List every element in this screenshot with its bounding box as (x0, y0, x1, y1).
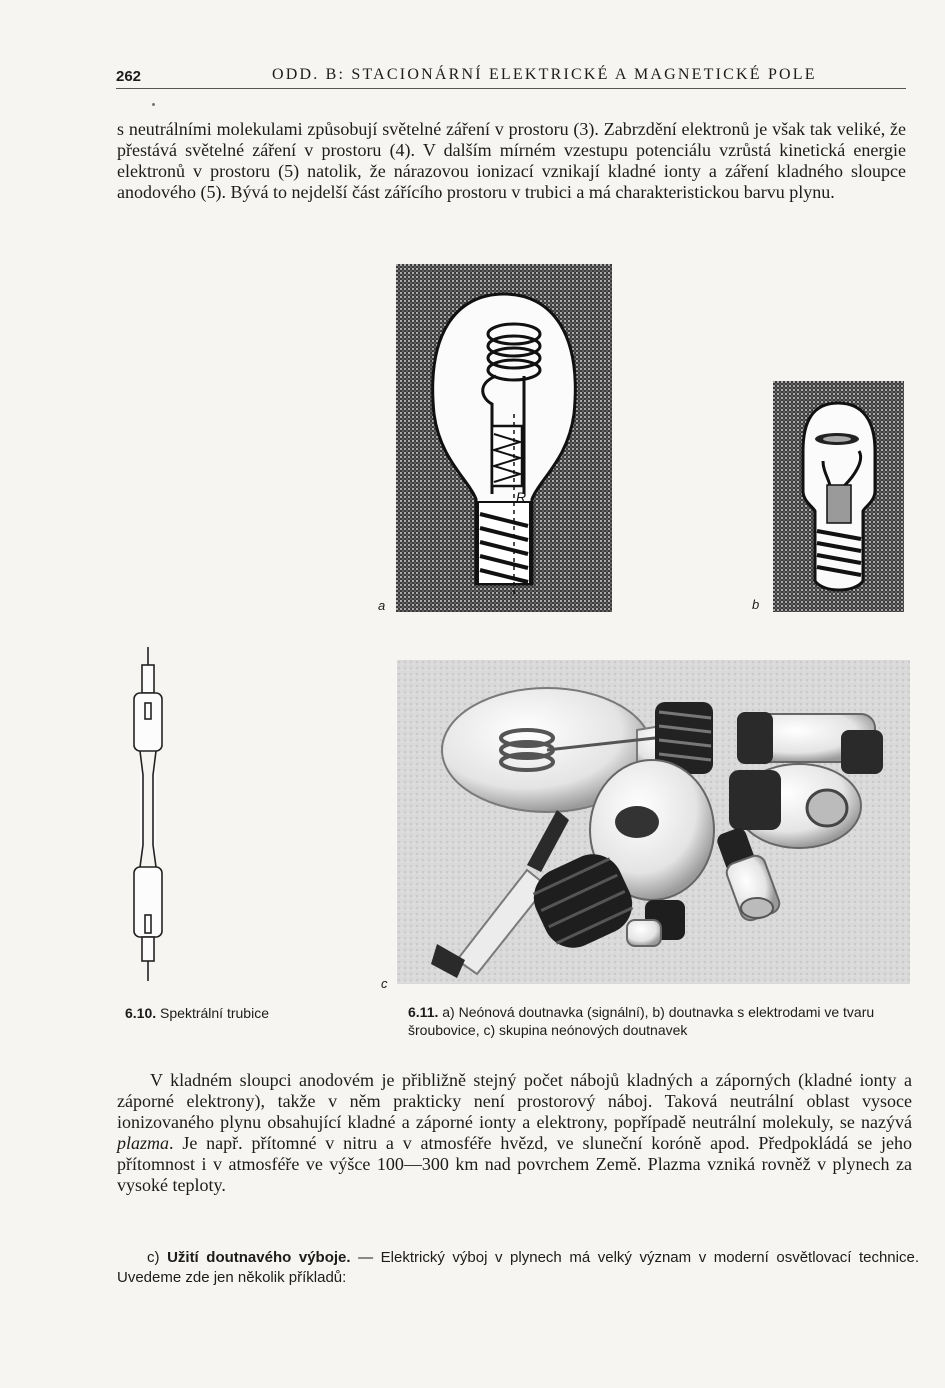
page-number: 262 (116, 68, 142, 85)
caption-text: a) Neónová doutnavka (signální), b) doutnavka s elektrodami ve tvaru šroubovice, c) skupina neónových doutnavek (408, 1004, 875, 1038)
caption-number: 6.11. (408, 1004, 439, 1020)
paragraph-2 (117, 1070, 912, 1196)
figure-6-10-spectral-tube (128, 645, 168, 985)
figure-6-11-c-lamp-photo (397, 660, 910, 984)
figure-label-a: a (378, 598, 386, 613)
paragraph-2-text-start: V kladném sloupci anodovém je přibližně stejný počet nábojů kladných a záporných (kladné ionty a záporné elektrony), takže v něm prakticky není prostorový náboj. Taková neutrální oblast vysoce ionizovaného plynu obsahující kladné a záporné ionty a elektrony, popřípadě neutrální molekuly, se nazývá (117, 1070, 912, 1132)
caption-figure-6-11 (408, 1003, 913, 1039)
caption-figure-6-10 (125, 1004, 355, 1022)
figure-label-c: c (381, 976, 388, 991)
speck (152, 103, 155, 106)
paragraph-1: s neutrálními molekulami způsobují světelné záření v prostoru (3). Zabrzdění elektronů je však tak veliké, že přestává světelné záření v prostoru (4). V dalším mírném vzestupu potenciálu vzrůstá kinetická energie elektronů v prostoru (5) natolik, že nárazovou ionizací vznikají kladné ionty a záření kladného sloupce anodového (5). Bývá to nejdelší část zářícího prostoru v trubici a má charakteristickou barvu plynu. (117, 119, 906, 202)
resistor-label: R (516, 489, 527, 505)
figure-6-11-b-glow-lamp (773, 381, 904, 612)
paragraph-3-text: — Elektrický výboj v plynech má velký význam v moderní osvětlovací technice. Uvedeme zde jen několik příkladů: (117, 1249, 919, 1286)
section-heading: Užití doutnavého výboje. (167, 1249, 351, 1266)
caption-number: 6.10. (125, 1005, 157, 1021)
caption-text: Spektrální trubice (156, 1005, 269, 1021)
running-head: ODD. B: STACIONÁRNÍ ELEKTRICKÉ A MAGNETICKÉ POLE (272, 66, 817, 83)
paragraph-2-text-end: . Je např. přítomné v nitru a v atmosféře hvězd, ve sluneční koróně apod. Předpokládá se jeho přítomnost i v atmosféře ve výšce 100—300 km nad povrchem Země. Plazma vzniká rovněž v plynech za vysoké teploty. (117, 1133, 912, 1195)
paragraph-3 (117, 1248, 919, 1288)
section-marker: c) (147, 1249, 168, 1266)
page-header (116, 62, 906, 89)
term-plasma: plazma (117, 1133, 170, 1153)
figure-6-11-a-neon-lamp (396, 264, 612, 612)
figure-label-b: b (752, 597, 760, 612)
